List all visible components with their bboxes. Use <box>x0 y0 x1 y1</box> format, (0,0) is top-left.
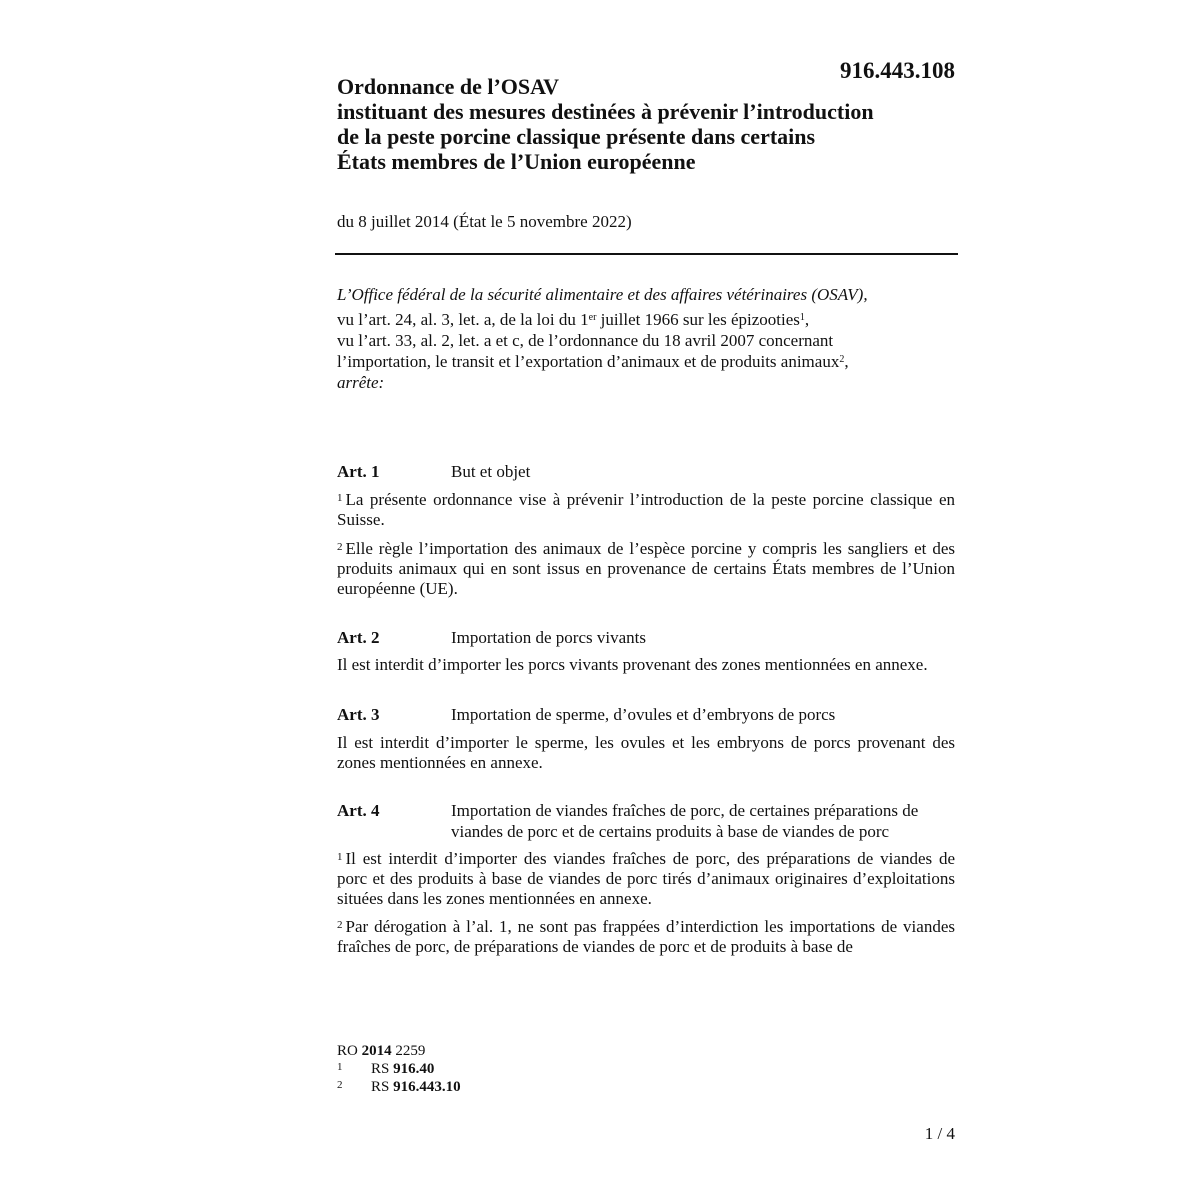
article-heading <box>337 800 957 842</box>
legal-basis-1: vu l’art. 24, al. 3, let. a, de la loi du 1er juillet 1966 sur les épizooties$^1$, <box>337 310 810 329</box>
article-paragraph: Il est interdit d’importer les porcs vivants provenant des zones mentionnées en annexe. <box>337 655 928 674</box>
footnote-number: 2 <box>337 1079 343 1091</box>
article-number: Art. 3 <box>337 705 380 724</box>
article-paragraph: $^1$ Il est interdit d’importer des viandes fraîches de porc, des préparations de viandes de porc et des produits à base de viandes de porc tirés d’animaux originaires d’exploitations situées dans les zones mentionnées en annexe. <box>337 849 955 908</box>
footnote: 1 RS 916.40 <box>337 1061 435 1077</box>
footnote: 2 RS 916.443.10 <box>337 1079 461 1095</box>
article-heading <box>337 704 957 725</box>
article-title: Importation de sperme, d’ovules et d’embryons de porcs <box>451 705 836 724</box>
legal-basis-3: l’importation, le transit et l’exportation d’animaux et de produits animaux$^2$, <box>337 352 849 371</box>
article-paragraph: Il est interdit d’importer le sperme, les ovules et les embryons de porcs provenant des zones mentionnées en annexe. <box>337 733 955 772</box>
paragraph-number: 2 <box>337 541 343 553</box>
sr-number: 916.443.108 <box>840 58 955 83</box>
article-number: Art. 1 <box>337 462 380 481</box>
title-line: États membres de l’Union européenne <box>337 149 696 174</box>
title-line: de la peste porcine classique présente dans certains <box>337 124 816 149</box>
footnote-link[interactable]: 916.40 <box>393 1061 435 1077</box>
footnote-number: 1 <box>337 1061 343 1073</box>
paragraph-number: 2 <box>337 919 343 931</box>
article-paragraph: $^2$ Elle règle l’importation des animaux de l’espèce porcine y compris les sangliers et des produits animaux qui en sont issus en provenance de certains États membres de l’Union européenne (UE). <box>337 539 955 598</box>
article-number: Art. 2 <box>337 628 380 647</box>
footnote-ref[interactable]: 2 <box>839 354 845 365</box>
article-title: But et objet <box>451 462 531 481</box>
footnote-link[interactable]: 916.443.10 <box>393 1079 461 1095</box>
article-heading <box>337 627 957 648</box>
header-divider <box>335 253 958 255</box>
title-line: Ordonnance de l’OSAV <box>337 74 560 99</box>
decrees-word: arrête: <box>337 373 385 392</box>
document-title <box>337 74 957 174</box>
official-compilation-ref: RO 2014 2259 <box>337 1043 426 1059</box>
legal-basis-2: vu l’art. 33, al. 2, let. a et c, de l’ordonnance du 18 avril 2007 concernant <box>337 331 834 350</box>
article-title: Importation de porcs vivants <box>451 628 646 647</box>
title-line: instituant des mesures destinées à prévenir l’introduction <box>337 99 874 124</box>
paragraph-number: 1 <box>337 851 343 863</box>
article-paragraph: $^2$ Par dérogation à l’al. 1, ne sont pas frappées d’interdiction les importations de viandes fraîches de porc, de préparations de viandes de porc et de produits à base de <box>337 917 955 956</box>
article-paragraph: $^1$ La présente ordonnance vise à prévenir l’introduction de la peste porcine classique en Suisse. <box>337 490 955 529</box>
document-date: du 8 juillet 2014 (État le 5 novembre 2022) <box>337 212 632 231</box>
article-heading <box>337 461 957 482</box>
footnote-ref[interactable]: 1 <box>799 312 805 323</box>
page-number: 1 / 4 <box>924 1124 955 1143</box>
issuing-authority: L’Office fédéral de la sécurité alimentaire et des affaires vétérinaires (OSAV), <box>337 285 868 304</box>
article-number: Art. 4 <box>337 801 380 820</box>
paragraph-number: 1 <box>337 492 343 504</box>
preamble <box>337 284 957 393</box>
article-title: Importation de viandes fraîches de porc, de certaines préparations de viandes de porc et de certains produits à base de viandes de porc <box>451 801 919 841</box>
